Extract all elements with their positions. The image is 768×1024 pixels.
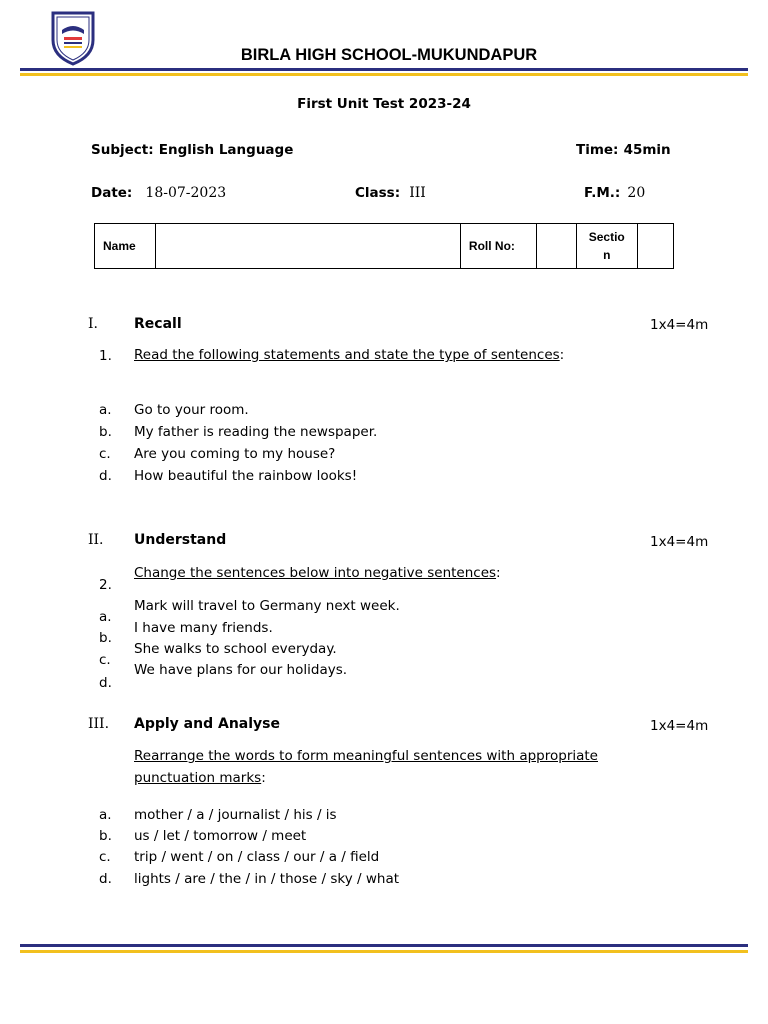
q1-item-b-letter: b. — [99, 424, 112, 440]
q3-item-c-text: trip / went / on / class / our / a / field — [134, 849, 380, 865]
question-1-number: 1. — [99, 348, 112, 364]
date-value: 18-07-2023 — [145, 185, 227, 201]
time-label: Time: — [576, 142, 619, 158]
time-field — [576, 139, 671, 158]
q2-item-c-letter: c. — [99, 652, 111, 668]
q1-item-d-text: How beautiful the rainbow looks! — [134, 468, 358, 484]
class-field — [355, 182, 426, 201]
section-1-marks: 1x4=4m — [650, 317, 709, 333]
fm-field — [584, 182, 645, 201]
question-1-instruction-colon: : — [559, 347, 565, 363]
question-3-instruction — [134, 745, 674, 789]
q2-item-b-text: I have many friends. — [134, 620, 273, 636]
subject-label: Subject: — [91, 142, 154, 158]
subject-field — [91, 139, 293, 158]
q1-item-a-letter: a. — [99, 402, 112, 418]
q1-item-a-text: Go to your room. — [134, 402, 249, 418]
q3-item-a-letter: a. — [99, 807, 112, 823]
question-2-instruction — [134, 562, 674, 584]
q2-item-a-text: Mark will travel to Germany next week. — [134, 598, 400, 614]
q3-item-b-text: us / let / tomorrow / meet — [134, 828, 307, 844]
name-label-cell: Name — [95, 224, 156, 269]
section-input-cell[interactable] — [637, 224, 673, 269]
student-info-table — [94, 223, 674, 269]
q2-item-b-letter: b. — [99, 630, 112, 646]
question-2-instruction-text: Change the sentences below into negative sentences — [134, 565, 497, 581]
footer-band-gold — [20, 950, 748, 953]
fm-label: F.M.: — [584, 185, 621, 201]
q2-item-d-letter: d. — [99, 675, 112, 691]
q2-item-c-text: She walks to school everyday. — [134, 641, 337, 657]
q3-item-c-letter: c. — [99, 849, 111, 865]
q1-item-d-letter: d. — [99, 468, 112, 484]
school-name: BIRLA HIGH SCHOOL-MUKUNDAPUR — [240, 46, 538, 64]
date-label: Date: — [91, 185, 133, 201]
q2-item-a-letter: a. — [99, 609, 112, 625]
section-3-marks: 1x4=4m — [650, 718, 709, 734]
time-value: 45min — [623, 142, 671, 158]
header-band-navy — [20, 68, 748, 71]
section-2-roman: II. — [88, 532, 104, 548]
date-field — [91, 182, 226, 201]
roll-input-cell[interactable] — [536, 224, 576, 269]
q3-item-d-letter: d. — [99, 871, 112, 887]
fm-value: 20 — [627, 185, 646, 201]
class-label: Class: — [355, 185, 401, 201]
q3-item-b-letter: b. — [99, 828, 112, 844]
question-1-instruction — [134, 344, 674, 366]
section-2-heading: Understand — [134, 532, 227, 548]
question-3-instruction-line1: Rearrange the words to form meaningful sentences with appropriate — [134, 748, 598, 764]
class-value: III — [409, 185, 426, 201]
section-1-roman: I. — [88, 316, 98, 332]
q1-item-c-text: Are you coming to my house? — [134, 446, 336, 462]
q3-item-d-text: lights / are / the / in / those / sky / what — [134, 871, 400, 887]
question-2-number: 2. — [99, 577, 112, 593]
section-1-heading: Recall — [134, 316, 182, 332]
q2-item-d-text: We have plans for our holidays. — [134, 662, 348, 678]
section-3-roman: III. — [88, 716, 110, 732]
section-label-line1: Sectio — [588, 230, 625, 244]
question-1-instruction-text: Read the following statements and state the type of sentences — [134, 347, 560, 363]
q1-item-c-letter: c. — [99, 446, 111, 462]
question-3-instruction-colon: : — [261, 770, 266, 786]
header-band-gold — [20, 73, 748, 76]
footer-band-navy — [20, 944, 748, 947]
name-input-cell[interactable] — [155, 224, 460, 269]
q3-item-a-text: mother / a / journalist / his / is — [134, 807, 337, 823]
q1-item-b-text: My father is reading the newspaper. — [134, 424, 378, 440]
section-label-line2: n — [603, 248, 611, 262]
roll-label-cell: Roll No: — [460, 224, 536, 269]
question-2-instruction-colon: : — [496, 565, 501, 581]
section-label-cell — [576, 224, 637, 269]
test-title: First Unit Test 2023-24 — [297, 96, 471, 112]
question-3-instruction-line2: punctuation marks — [134, 770, 262, 786]
subject-value: English Language — [158, 142, 294, 158]
section-2-marks: 1x4=4m — [650, 534, 709, 550]
section-3-heading: Apply and Analyse — [134, 716, 280, 732]
